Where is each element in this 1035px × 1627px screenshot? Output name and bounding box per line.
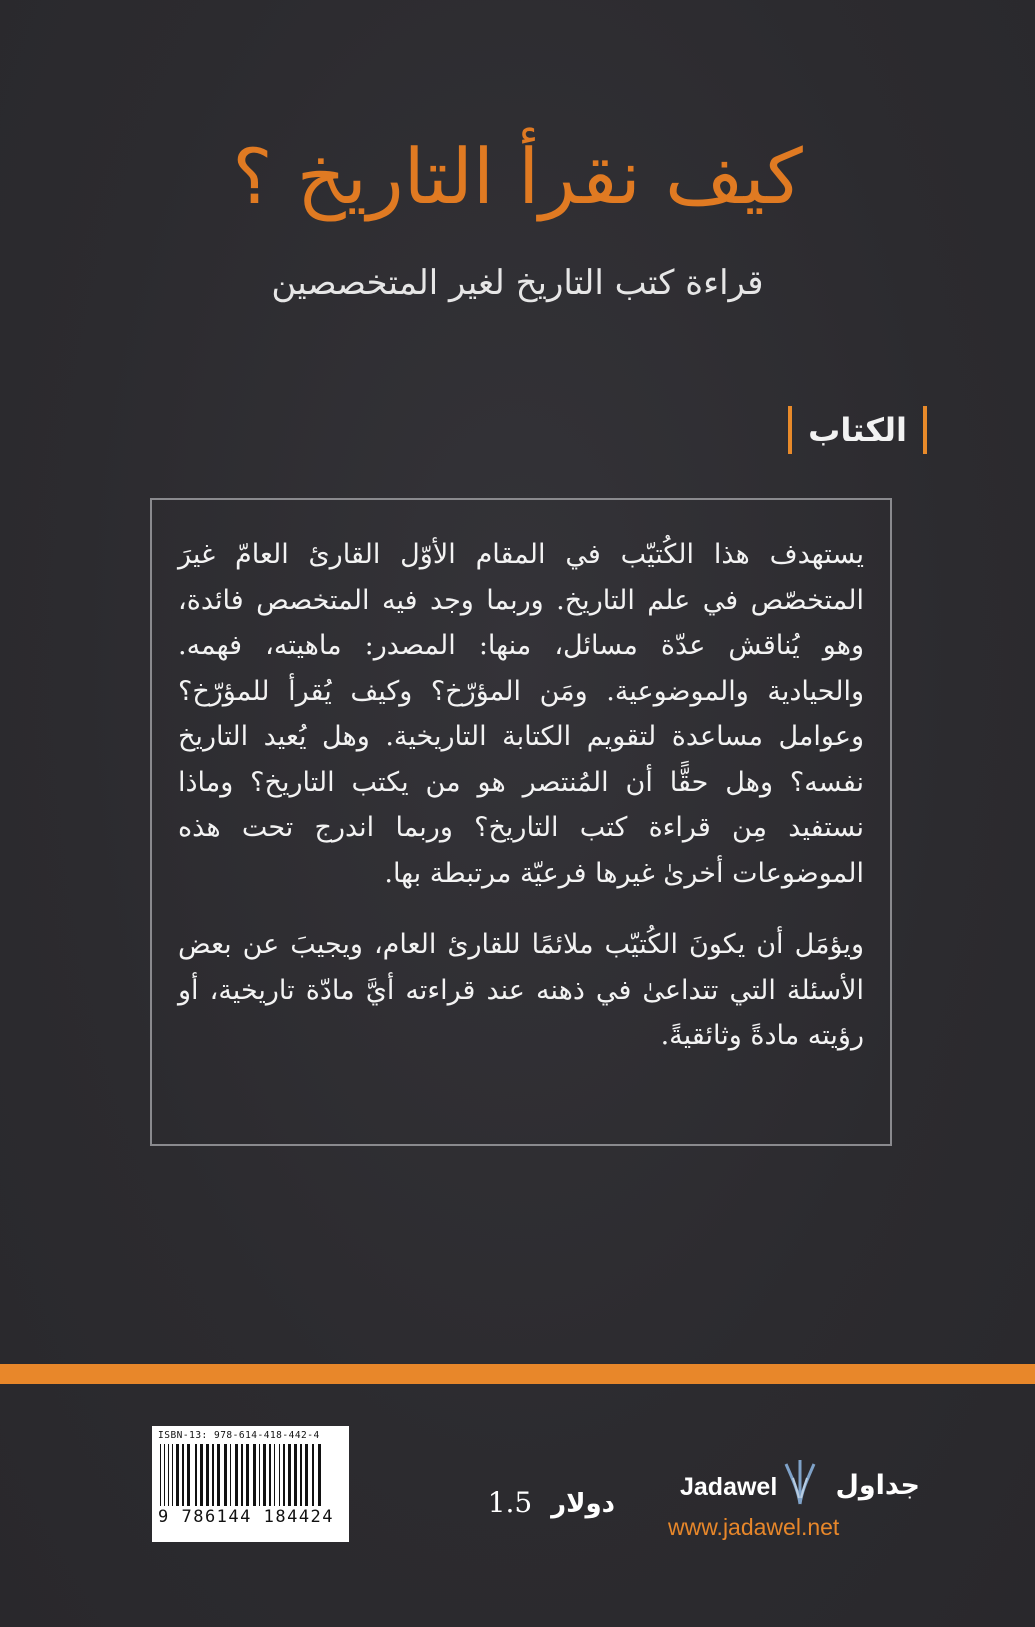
orange-divider-band — [0, 1364, 1035, 1384]
blurb-paragraph-1: يستهدف هذا الكُتيّب في المقام الأوّل القارئ العامّ غيرَ المتخصّص في علم التاريخ. وربما وجد فيه المتخصص فائدة، وهو يُناقش عدّة مسائل، منها: المصدر: ماهيته، فهمه. والحيادية والموضوعية. ومَن المؤرّخ؟ وكيف يُقرأ للمؤرّخ؟ وعوامل مساعدة لتقويم الكتابة التاريخية. وهل يُعيد التاريخ نفسه؟ وهل حقًّا أن المُنتصر هو من يكتب التاريخ؟ وماذا نستفيد مِن قراءة كتب التاريخ؟ وربما اندرج تحت هذه الموضوعات أخرىٰ غيرها فرعيّة مرتبطة بها. — [178, 539, 864, 889]
blurb-box — [150, 498, 892, 1146]
price-amount: 1.5 — [487, 1486, 533, 1519]
blurb-paragraph-2: ويؤمَل أن يكونَ الكُتيّب ملائمًا للقارئ العام، ويجيبَ عن بعض الأسئلة التي تتداعىٰ في ذهنه عند قراءته أيَّ مادّة تاريخية، أو رؤيته مادةً وثائقيةً. — [178, 929, 864, 1051]
price-currency: دولار — [551, 1489, 615, 1519]
barcode-digits: 9 786144 184424 — [158, 1507, 335, 1527]
book-title: كيف نقرأ التاريخ ؟ — [232, 132, 803, 221]
isbn-label: ISBN-13: 978-614-418-442-4 — [158, 1430, 320, 1441]
barcode-bars — [158, 1444, 343, 1506]
heading-bar-left — [788, 406, 792, 454]
publisher-block — [640, 1458, 920, 1558]
section-heading — [788, 405, 927, 455]
wheat-stalks-logo-icon — [782, 1458, 818, 1510]
section-heading-label: الكتاب — [808, 411, 907, 449]
heading-bar-right — [923, 406, 927, 454]
isbn-barcode — [152, 1426, 349, 1542]
price — [455, 1486, 615, 1519]
book-subtitle: قراءة كتب التاريخ لغير المتخصصين — [271, 263, 764, 303]
publisher-name-ar: جداول — [835, 1470, 920, 1501]
publisher-url: www.jadawel.net — [668, 1514, 840, 1540]
publisher-name-en: Jadawel — [680, 1473, 778, 1501]
